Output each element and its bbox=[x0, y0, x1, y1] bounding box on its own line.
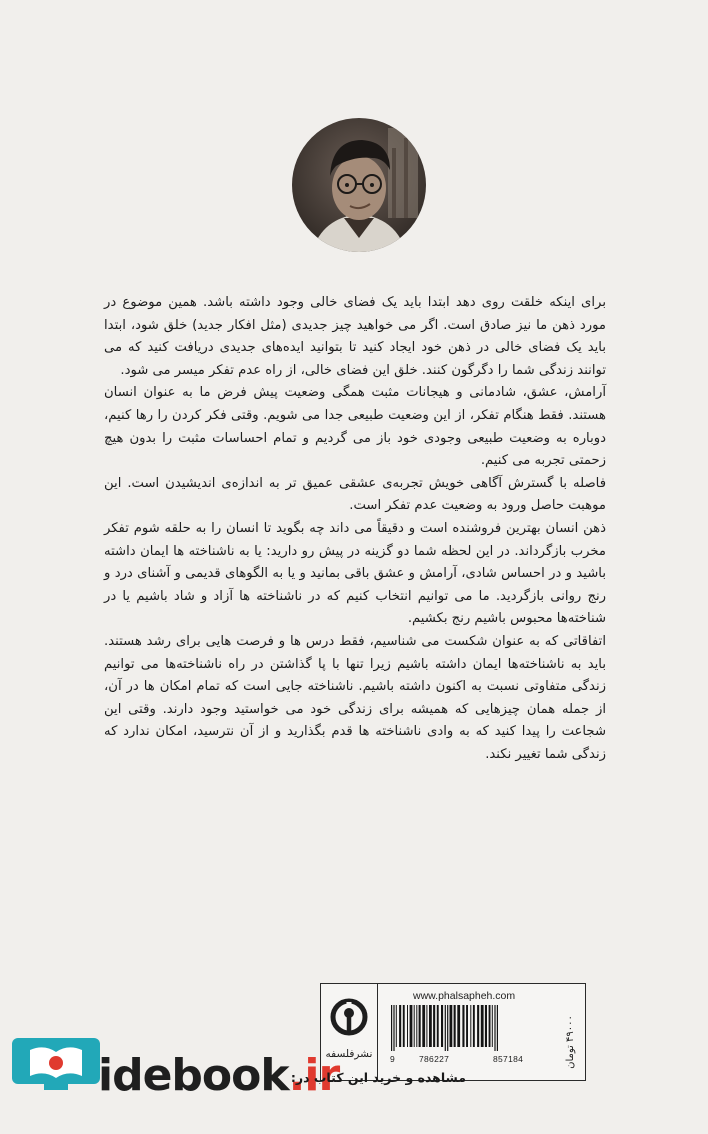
barcode-bar bbox=[497, 1005, 498, 1051]
open-book-icon bbox=[10, 1036, 102, 1108]
barcode-bar bbox=[473, 1005, 475, 1047]
barcode-bar bbox=[492, 1005, 493, 1047]
publisher-name: نشرفلسفه bbox=[325, 1048, 373, 1060]
site-watermark[interactable] bbox=[0, 1036, 470, 1116]
author-portrait-image bbox=[292, 118, 426, 252]
publisher-logo-icon bbox=[330, 998, 368, 1038]
author-photo bbox=[292, 118, 426, 252]
back-cover-text bbox=[104, 292, 606, 766]
paragraph: اتفاقاتی که به عنوان شکست می شناسیم، فقط درس ها و فرصت هایی برای رشد هستند. باید به ناشناخته‌ها ایمان داشته باشیم زیرا تنها با پا گذاشتن در راه ناشناخته‌ها می توانیم زندگی متفاوتی نسبت به اکنون داشته باشیم. ناشناخته جایی است که تمام امکان ها در آن، از جمله همان چیزهایی که همیشه برای زندگی خود می خواستید وجود دارند. وقتی این شجاعت را پیدا کنید که به وادی ناشناخته ها قدم بگذارید و از آن نترسید، امکان ندارد که زندگی شما تغییر نکند. bbox=[104, 633, 606, 762]
publisher-website[interactable]: www.phalsapheh.com bbox=[413, 990, 516, 1002]
brand-domain: .ir bbox=[288, 1050, 340, 1101]
price-label: ۴۹۰۰۰ تومان bbox=[565, 1015, 576, 1069]
isbn-digits: 9 bbox=[390, 1054, 396, 1064]
barcode-bar bbox=[481, 1005, 484, 1047]
barcode-bar bbox=[494, 1005, 495, 1051]
watermark-caption: مشاهده و خرید این کتاب در: bbox=[290, 1070, 466, 1085]
barcode-bar bbox=[485, 1005, 487, 1047]
isbn-digits: 857184 bbox=[493, 1054, 524, 1064]
barcode-bar bbox=[489, 1005, 491, 1047]
barcode-bar bbox=[470, 1005, 471, 1047]
brand-name: idebook bbox=[98, 1050, 289, 1101]
barcode-bar bbox=[477, 1005, 479, 1047]
paragraph: ذهن انسان بهترین فروشنده است و دقیقاً می داند چه بگوید تا انسان را به حلقه شوم تفکر مخرب بازگرداند. در این لحظه شما دو گزینه در پیش رو دارید: یا به ناشناخته ها ایمان داشته باشید و در احساس شادی، آرامش و عشق باقی بمانید و یا به الگوهای قدیمی و آشنای درد و رنج روانی بازگردید. ما می توانیم انتخاب کنیم که در ناشناخته ها آزاد و شاد باشیم یا در شناخته‌ها محبوس باشیم رنج بکشیم. bbox=[104, 520, 606, 627]
paragraph: آرامش، عشق، شادمانی و هیجانات مثبت همگی وضعیت پیش فرض ما به عنوان انسان هستند. فقط هنگام تفکر، از این وضعیت طبیعی جدا می شویم. وقتی فکر کردن را رها کنیم، دوباره به وضعیت طبیعی وجودی خود باز می گردیم و تمام احساسات مثبت را بدون هیچ زحمتی تجربه می کنیم. bbox=[104, 385, 606, 469]
paragraph: برای اینکه خلقت روی دهد ابتدا باید یک فضای خالی وجود داشته باشد. همین موضوع در مورد ذهن ما نیز صادق است. اگر می خواهید چیز جدیدی (مثل افکار جدید) خلق شود، ابتدا باید یک فضای خالی در ذهن خود ایجاد کنید تا بتوانید ایده‌های جدیدی دریافت کنید که می توانند زندگی شما را دگرگون کنند. خلق این فضای خالی، از راه عدم تفکر میسر می شود. bbox=[104, 295, 606, 378]
paragraph: فاصله با گسترش آگاهی خویش تجربه‌ی عشقی عمیق تر به اندازه‌ی اندیشیدن است. این موهبت حاصل ورود به وضعیت عدم تفکر است. bbox=[104, 475, 606, 514]
isbn-digits: 786227 bbox=[419, 1054, 450, 1064]
